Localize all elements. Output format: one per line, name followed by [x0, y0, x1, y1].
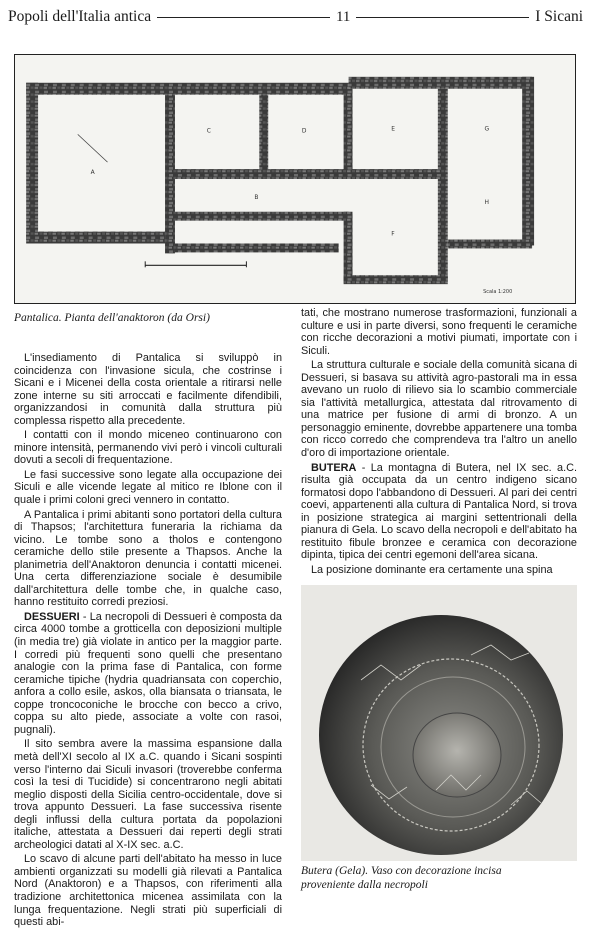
right-column — [301, 307, 577, 578]
paragraph: La struttura culturale e sociale della comunità sicana di Dessueri, si basava su attività agro-pastorali ma in essa avevano un ruolo di rilievo sia lo scambio commerciale sia l'attività metallurgica, attestata dal ritrovamento di una matrice per fusione di armi di bronzo. A un personaggio eminente, dovrebbe appartenere una tomba con ricco corredo che comprendeva tra l'altro un anello d'oro di importazione orientale. — [301, 359, 577, 460]
room-label-f: F — [391, 230, 395, 238]
room-label-c: C — [206, 127, 211, 135]
section-heading-butera: BUTERA — [311, 461, 357, 474]
paragraph: Il sito sembra avere la massima espansione dalla metà dell'XI secolo al IX a.C. quando i Sicani sospinti verso l'interno dai Siculi invasori (troverebbe conferma così la tesi di Tucidide) si concentrarono negli abitati meglio disposti della Sicilia centro-occidentale, dove si trova appunto Dessueri. La fase successiva risente degli influssi della cultura portata da popolazioni italiche, attestata a Dessueri dai reperti degli strati archeologici datati al X-IX sec. a.C. — [14, 738, 282, 851]
header-rule-left — [157, 17, 330, 18]
paragraph: I contatti con il mondo miceneo continuarono con minore intensità, permanendo vivi però i vincoli culturali dovuti a secoli di frequentazione. — [14, 429, 282, 467]
paragraph: BUTERA - La montagna di Butera, nel IX sec. a.C. risulta già occupata da un centro indigeno sicano formatosi dopo l'abbandono di Dessueri. Al pari dei centri coevi, appartenenti alla cultura di Pantalica Nord, si trova in posizione strategica ai margini settentrionali della pianura di Gela. Lo scavo della necropoli e dell'abitato ha restituito fibule bronzee e ceramica con decorazione dipinta, tipica dei centri egemoni dell'area sicana. — [301, 461, 577, 562]
room-label-h: H — [484, 198, 489, 206]
vase-caption-line-2: proveniente dalla necropoli — [301, 879, 428, 891]
vase-caption-line-1: Butera (Gela). Vaso con decorazione incisa — [301, 865, 502, 877]
paragraph: Le fasi successive sono legate alla occupazione dei Siculi e alle vicende legate al mitico re Iblone con il quale i primi coloni greci vennero in contatto. — [14, 468, 282, 507]
left-column — [14, 352, 282, 931]
vase-photo — [301, 585, 577, 861]
north-arrow-line — [78, 134, 108, 162]
paragraph: Lo scavo di alcune parti dell'abitato ha messo in luce ambienti organizzati su modelli già rilevati a Pantalica Nord (Anaktoron) e a Thapsos, con riferimenti alla tradizione architettonica micenea assimilata con la lunga frequentazione. Negli strati più superficiali di questi abi- — [14, 853, 282, 929]
room-label-a: A — [90, 169, 95, 177]
vase-illustration — [301, 585, 577, 861]
room-label-b: B — [254, 193, 259, 201]
paragraph: La posizione dominante era certamente una spina — [311, 563, 553, 576]
header-rule-right — [356, 17, 529, 18]
header-book-title: Popoli dell'Italia antica — [8, 8, 152, 25]
room-label-g: G — [484, 125, 490, 133]
section-heading-dessueri: DESSUERI — [24, 610, 80, 623]
paragraph: tati, che mostrano numerose trasformazioni, funzionali a culture e usi in parte diversi, sono frequenti le ceramiche con ricche decorazioni a motivi piumati, importate con i Siculi. — [301, 307, 577, 357]
paragraph: A Pantalica i primi abitanti sono portatori della cultura di Thapsos; l'architettura funeraria la richiama da vicino. Le tombe sono a tholos e contengono ceramiche dello stile presente a Thapsos. Anche la planimetria dell'Anaktoron denuncia i contatti micenei. Una certa differenziazione sociale è desumibile dall'architettura delle tombe che, in qualche caso, hanno restituito corredi preziosi. — [14, 508, 282, 609]
anaktoron-plan-figure — [14, 54, 576, 304]
header-chapter-title: I Sicani — [535, 8, 584, 25]
running-header — [8, 4, 583, 30]
anaktoron-plan-drawing — [15, 55, 575, 303]
room-label-e: E — [391, 125, 395, 133]
plan-caption: Pantalica. Pianta dell'anaktoron (da Orsi) — [14, 312, 210, 324]
paragraph: L'insediamento di Pantalica si sviluppò in coincidenza con l'invasione sicula, che costrinse i Sicani e i Micenei della costa orientale a ritirarsi nelle zone interne su siti arroccati e facilmente difendibili, organizzandosi in comunità dalla struttura più complessa rispetto alla precedente. — [14, 352, 282, 427]
plan-scale-note: Scala 1:200 — [483, 289, 513, 296]
vase-caption — [301, 864, 502, 892]
room-label-d: D — [301, 127, 307, 135]
paragraph: DESSUERI - La necropoli di Dessueri è composta da circa 4000 tombe a grotticella con deposizioni multiple (in media tre) già violate in antico per la maggior parte. I corredi più frequenti sono quelli che presentano analogie con la prima fase di Pantalica, con forme ceramiche tipiche (hydria quadriansata con coperchio, anfora a collo esile, askos, olla biansata o triansata, le coppe troncoconiche le brocche con becco a crivo, coppa su alto piede, associate a volte con rasoi, pugnali). — [14, 610, 282, 736]
page-number: 11 — [335, 8, 351, 25]
